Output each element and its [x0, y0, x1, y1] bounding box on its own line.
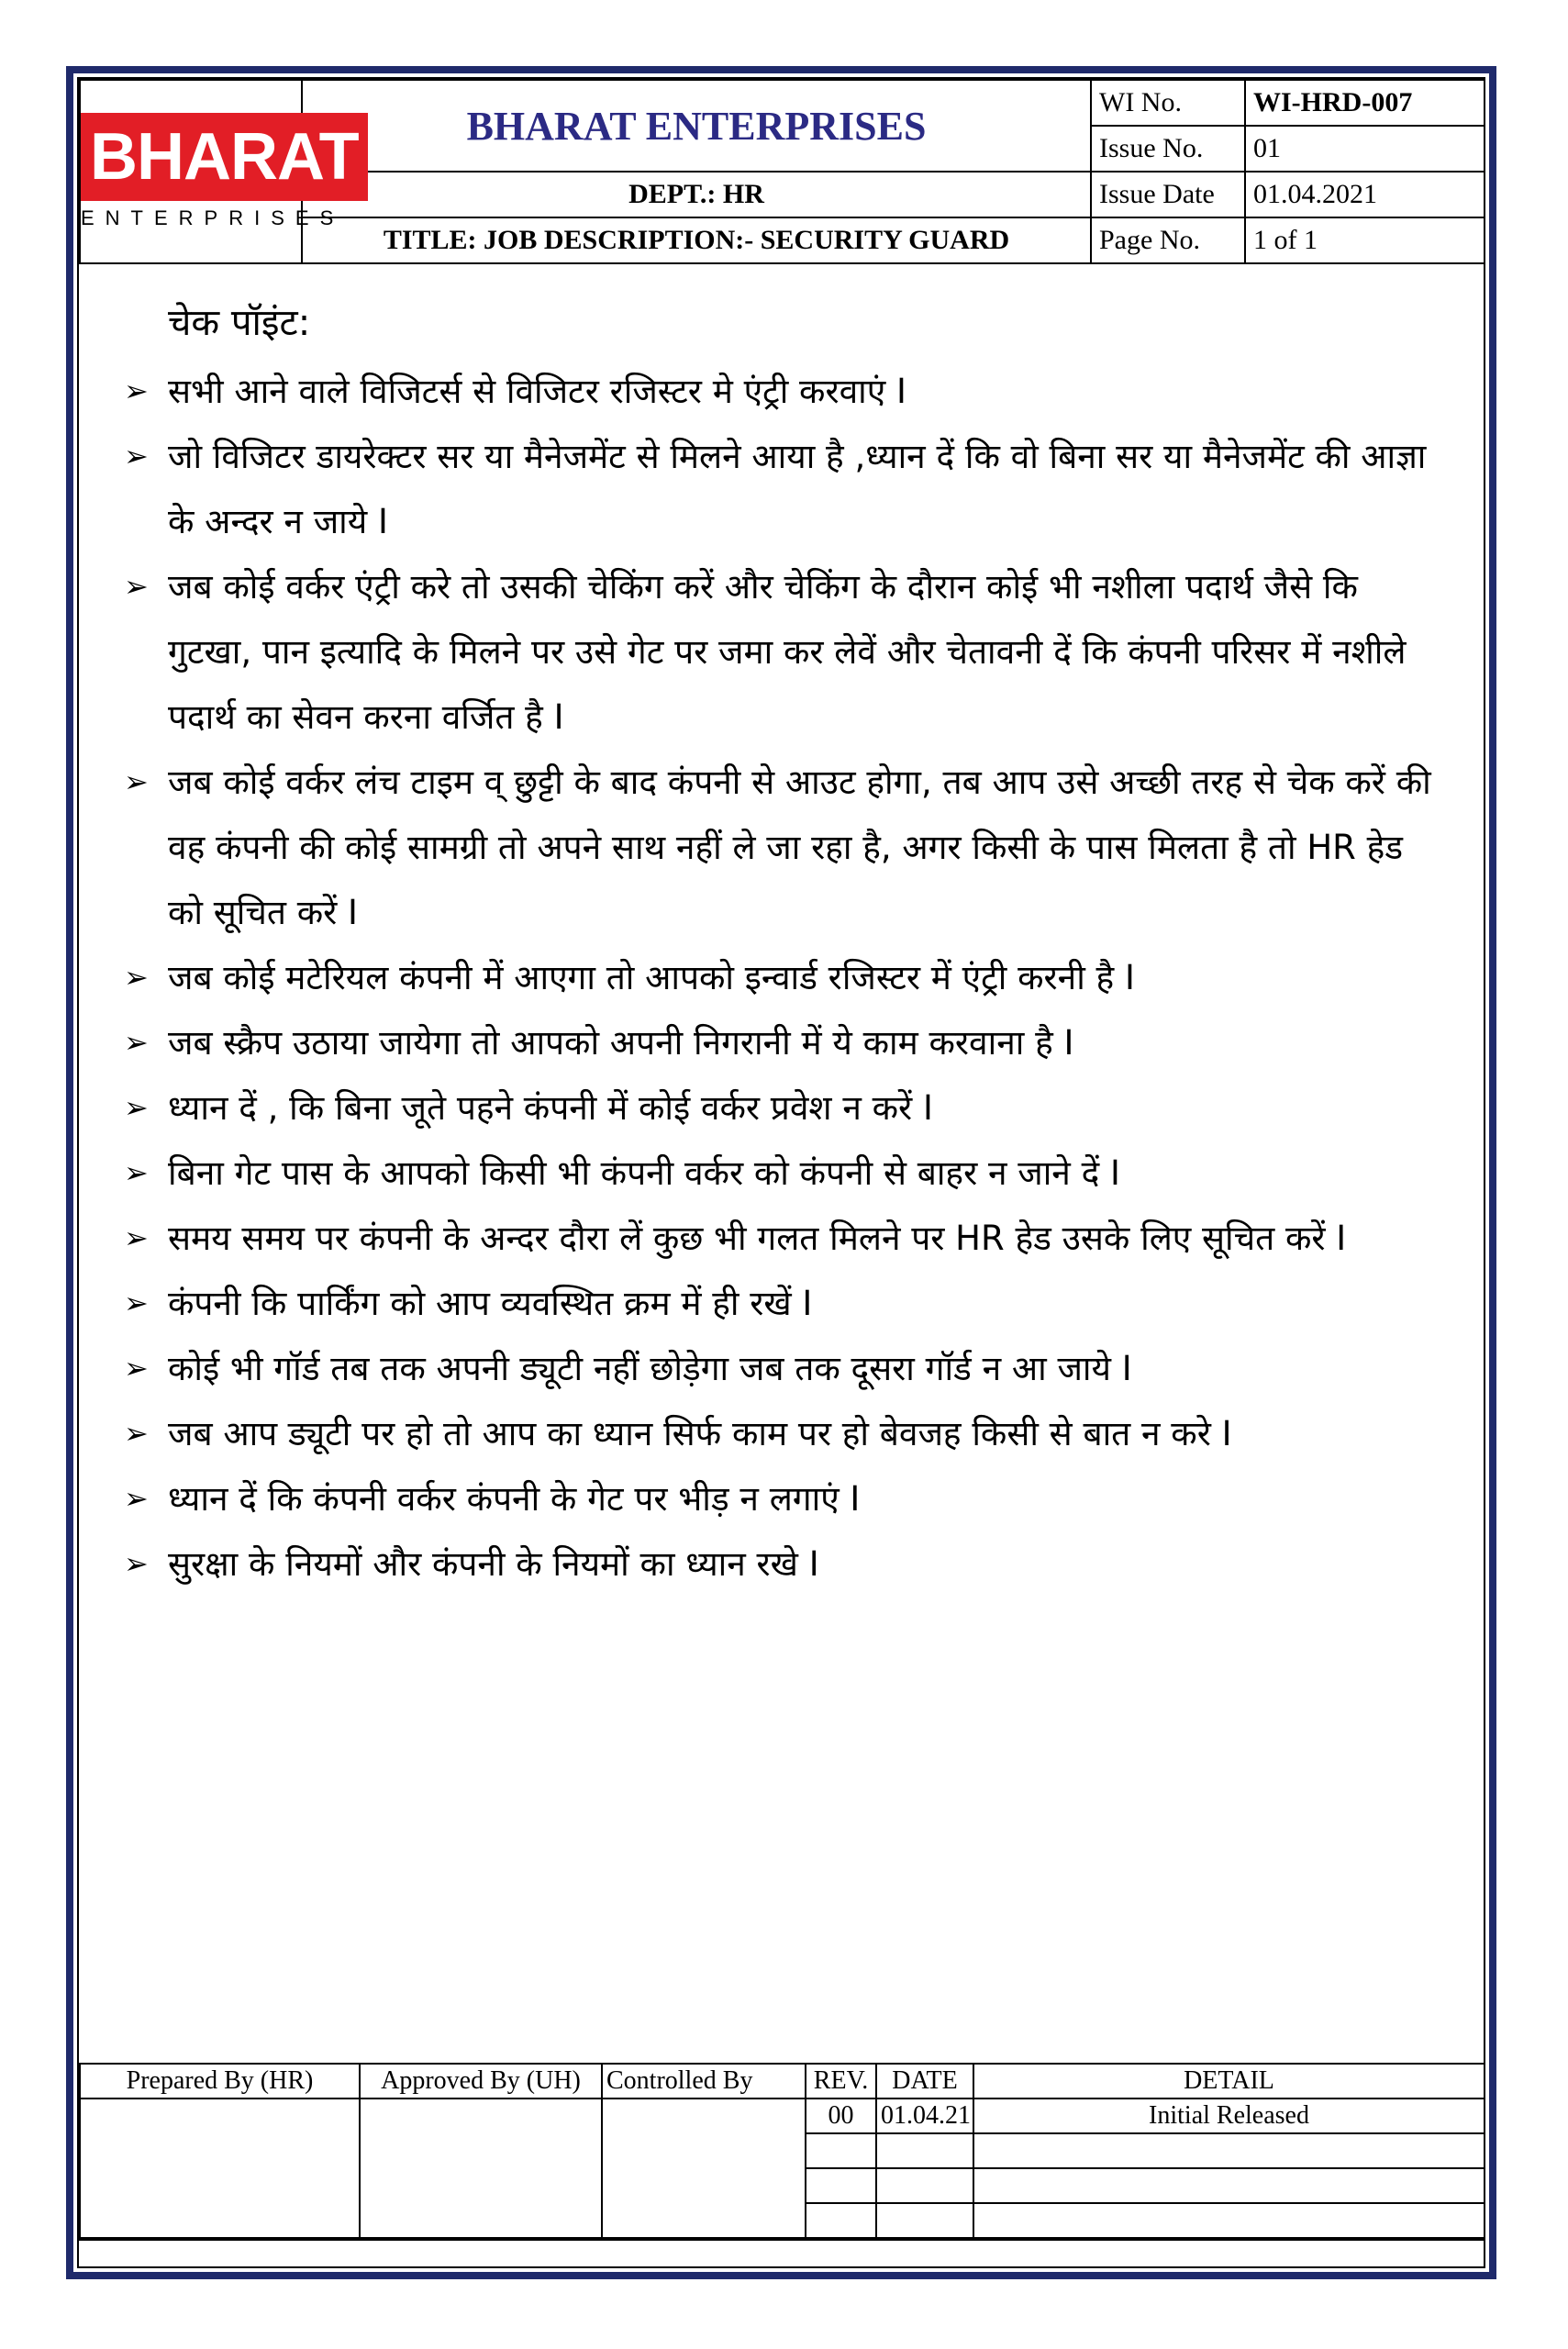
document-title: TITLE: JOB DESCRIPTION:- SECURITY GUARD [302, 217, 1091, 263]
list-item [124, 1531, 1445, 1597]
detail-value: Initial Released [973, 2099, 1485, 2133]
list-item [124, 1010, 1445, 1075]
arrow-bullet-icon: ➢ [124, 373, 149, 408]
list-item [124, 750, 1445, 945]
list-item-text: कोई भी गॉर्ड तब तक अपनी ड्यूटी नहीं छोड़ेगा जब तक दूसरा गॉर्ड न आ जाये I [168, 1349, 1132, 1388]
prepared-by-sign [80, 2099, 360, 2238]
list-item-text: जब कोई वर्कर लंच टाइम व् छुट्टी के बाद कंपनी से आउट होगा, तब आप उसे अच्छी तरह से चेक करें की वह कंपनी की कोई सामग्री तो अपने साथ नहीं ले जा रहा है, अगर किसी के पास मिलता है तो HR हेड को सूचित करें I [168, 763, 1431, 932]
list-item-text: बिना गेट पास के आपको किसी भी कंपनी वर्कर को कंपनी से बाहर न जाने दें I [168, 1153, 1120, 1193]
arrow-bullet-icon: ➢ [124, 1220, 149, 1255]
list-item-text: जब आप ड्यूटी पर हो तो आप का ध्यान सिर्फ काम पर हो बेवजह किसी से बात न करे I [168, 1414, 1232, 1453]
controlled-by-sign [602, 2099, 806, 2238]
issue-no-value: 01 [1245, 126, 1485, 172]
list-item [124, 1141, 1445, 1206]
wi-no-value: WI-HRD-007 [1245, 80, 1485, 126]
issue-date-label: Issue Date [1091, 172, 1245, 217]
list-item-text: कंपनी कि पार्किंग को आप व्यवस्थित क्रम में ही रखें I [168, 1284, 813, 1323]
list-item [124, 1466, 1445, 1531]
bottom-strip [79, 2239, 1484, 2276]
list-item [124, 1075, 1445, 1141]
list-item [124, 1401, 1445, 1466]
prepared-by-label: Prepared By (HR) [80, 2064, 360, 2099]
list-item [124, 1336, 1445, 1401]
list-item-text: सुरक्षा के नियमों और कंपनी के नियमों का ध्यान रखे I [168, 1544, 819, 1584]
list-item-text: ध्यान दें कि कंपनी वर्कर कंपनी के गेट पर भीड़ न लगाएं I [168, 1479, 861, 1519]
logo-sub: ENTERPRISES [81, 206, 345, 229]
page-no-value: 1 of 1 [1245, 217, 1485, 263]
list-item [124, 1206, 1445, 1271]
detail-header: DETAIL [973, 2064, 1485, 2099]
date-value: 01.04.21 [876, 2099, 973, 2133]
arrow-bullet-icon: ➢ [124, 960, 149, 995]
page-no-label: Page No. [1091, 217, 1245, 263]
arrow-bullet-icon: ➢ [124, 1351, 149, 1386]
arrow-bullet-icon: ➢ [124, 1090, 149, 1125]
arrow-bullet-icon: ➢ [124, 1286, 149, 1320]
approved-by-sign [360, 2099, 602, 2238]
list-item [124, 424, 1445, 554]
list-item [124, 359, 1445, 424]
list-item-text: जब कोई वर्कर एंट्री करे तो उसकी चेकिंग करें और चेकिंग के दौरान कोई भी नशीला पदार्थ जैसे कि गुटखा, पान इत्यादि के मिलने पर उसे गेट पर जमा कर लेवें और चेतावनी दें कि कंपनी परिसर में नशीले पदार्थ का सेवन करना वर्जित है I [168, 567, 1407, 737]
arrow-bullet-icon: ➢ [124, 1025, 149, 1060]
issue-date-value: 01.04.2021 [1245, 172, 1485, 217]
department: DEPT.: HR [302, 172, 1091, 217]
document-header [79, 79, 1485, 264]
rev-header: REV. [806, 2064, 876, 2099]
controlled-by-label: Controlled By [602, 2064, 806, 2099]
checkpoint-list [124, 359, 1445, 1597]
list-item-text: सभी आने वाले विजिटर्स से विजिटर रजिस्टर मे एंट्री करवाएं I [168, 372, 906, 411]
list-item [124, 554, 1445, 750]
date-header: DATE [876, 2064, 973, 2099]
document-body [124, 295, 1445, 1597]
arrow-bullet-icon: ➢ [124, 764, 149, 799]
arrow-bullet-icon: ➢ [124, 1481, 149, 1516]
arrow-bullet-icon: ➢ [124, 439, 149, 473]
logo-main: BHARAT [81, 113, 368, 201]
arrow-bullet-icon: ➢ [124, 1416, 149, 1451]
approval-footer [79, 2063, 1485, 2239]
arrow-bullet-icon: ➢ [124, 569, 149, 604]
list-item-text: जब स्क्रैप उठाया जायेगा तो आपको अपनी निगरानी में ये काम करवाना है I [168, 1023, 1074, 1063]
list-item-text: ध्यान दें , कि बिना जूते पहने कंपनी में कोई वर्कर प्रवेश न करें I [168, 1088, 933, 1128]
arrow-bullet-icon: ➢ [124, 1155, 149, 1190]
company-logo [80, 80, 359, 263]
company-name: BHARAT ENTERPRISES [302, 80, 1091, 172]
approved-by-label: Approved By (UH) [360, 2064, 602, 2099]
list-item-text: जब कोई मटेरियल कंपनी में आएगा तो आपको इन्वार्ड रजिस्टर में एंट्री करनी है I [168, 958, 1135, 997]
issue-no-label: Issue No. [1091, 126, 1245, 172]
list-item [124, 945, 1445, 1010]
list-item-text: जो विजिटर डायरेक्टर सर या मैनेजमेंट से मिलने आया है ,ध्यान दें कि वो बिना सर या मैनेजमेंट की आज्ञा के अन्दर न जाये I [168, 437, 1427, 541]
wi-no-label: WI No. [1091, 80, 1245, 126]
arrow-bullet-icon: ➢ [124, 1546, 149, 1581]
rev-value: 00 [806, 2099, 876, 2133]
list-item-text: समय समय पर कंपनी के अन्दर दौरा लें कुछ भी गलत मिलने पर HR हेड उसके लिए सूचित करें I [168, 1219, 1347, 1258]
section-heading: चेक पॉइंट: [168, 302, 311, 344]
list-item [124, 1271, 1445, 1336]
